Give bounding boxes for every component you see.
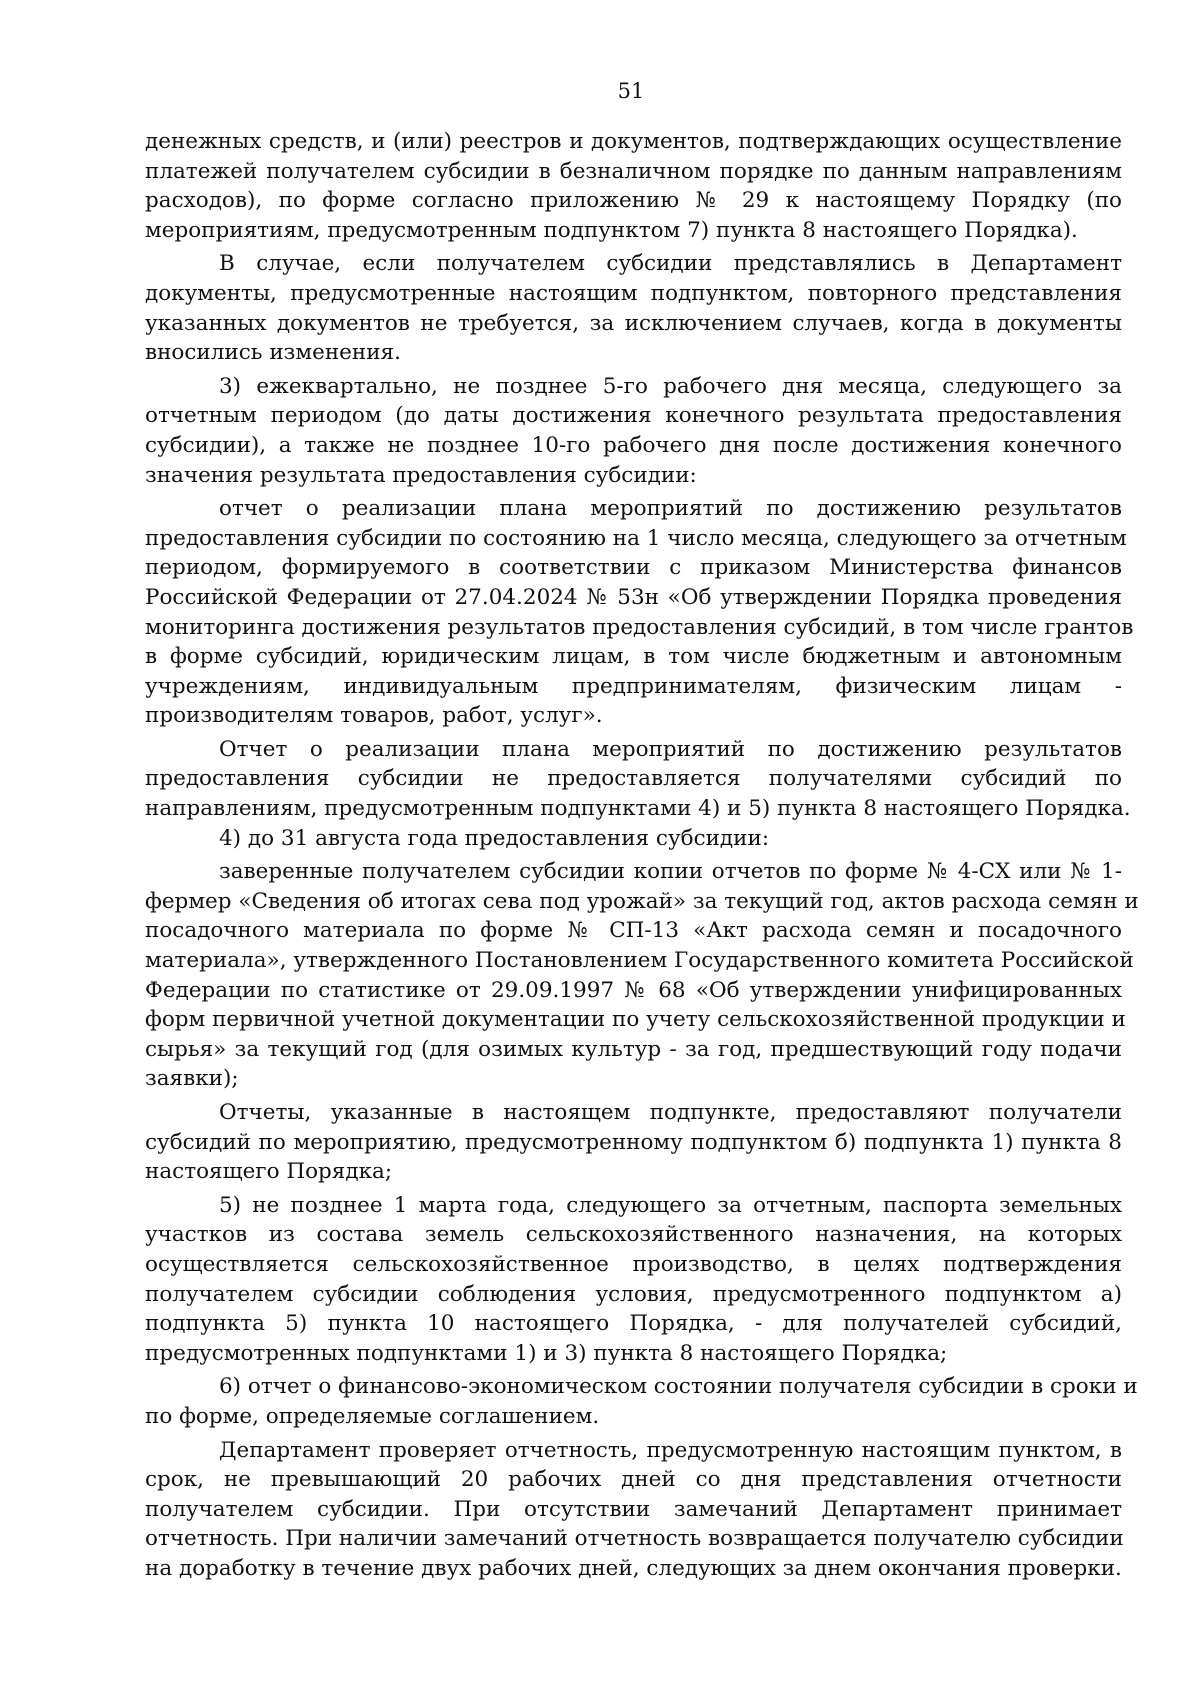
document-body — [145, 127, 1139, 1584]
text-line: Федерации по статистике от 29.09.1997 № 68 «Об утверждении унифицированных — [145, 977, 1122, 1003]
text-line: мероприятиям, предусмотренным подпунктом 7) пункта 8 настоящего Порядка). — [145, 217, 1078, 243]
paragraph — [145, 1372, 1138, 1431]
text-line: 6) отчет о финансово-экономическом состоянии получателя субсидии в сроки и — [219, 1374, 1138, 1400]
text-line: получателем субсидии соблюдения условия, предусмотренного подпунктом а) — [145, 1281, 1122, 1307]
paragraph — [145, 249, 1122, 367]
text-line: срок, не превышающий 20 рабочих дней со дня представления отчетности — [145, 1467, 1122, 1493]
text-line: материала», утвержденного Постановлением Государственного комитета Российской — [145, 948, 1134, 974]
text-line: направлениям, предусмотренным подпунктами 4) и 5) пункта 8 настоящего Порядка. — [145, 796, 1131, 822]
text-line: 4) до 31 августа года предоставления субсидии: — [219, 825, 770, 851]
text-line: сырья» за текущий год (для озимых культур - за год, предшествующий году подачи — [145, 1036, 1122, 1062]
paragraph — [145, 1191, 1122, 1369]
text-line: на доработку в течение двух рабочих дней, следующих за днем окончания проверки. — [145, 1555, 1122, 1581]
paragraph — [145, 824, 1122, 854]
paragraph — [145, 372, 1122, 490]
text-line: платежей получателем субсидии в безналичном порядке по данным направлениям — [145, 158, 1122, 184]
text-line: отчетность. При наличии замечаний отчетность возвращается получателю субсидии — [145, 1526, 1124, 1552]
text-line: субсидий по мероприятию, предусмотренному подпунктом б) подпункта 1) пункта 8 — [145, 1129, 1122, 1155]
text-line: 3) ежеквартально, не позднее 5-го рабочего дня месяца, следующего за — [219, 373, 1122, 399]
text-line: посадочного материала по форме № СП-13 «Акт расхода семян и посадочного — [145, 918, 1122, 944]
text-line: отчет о реализации плана мероприятий по достижению результатов — [219, 496, 1122, 522]
paragraph — [145, 735, 1131, 824]
page-number: 51 — [617, 79, 645, 103]
text-line: форм первичной учетной документации по учету сельскохозяйственной продукции и — [145, 1007, 1126, 1033]
text-line: В случае, если получателем субсидии представлялись в Департамент — [219, 251, 1122, 277]
text-line: Отчет о реализации плана мероприятий по достижению результатов — [219, 736, 1122, 762]
text-line: производителям товаров, работ, услуг». — [145, 703, 603, 729]
text-line: осуществляется сельскохозяйственное производство, в целях подтверждения — [145, 1251, 1122, 1277]
paragraph — [145, 494, 1134, 731]
text-line: учреждениям, индивидуальным предпринимателям, физическим лицам - — [145, 673, 1122, 699]
paragraph — [145, 1098, 1122, 1187]
text-line: заявки); — [145, 1066, 239, 1092]
text-line: отчетным периодом (до даты достижения конечного результата предоставления — [145, 403, 1122, 429]
text-line: Российской Федерации от 27.04.2024 № 53н «Об утверждении Порядка проведения — [145, 584, 1122, 610]
text-line: заверенные получателем субсидии копии отчетов по форме № 4-СХ или № 1- — [219, 859, 1122, 885]
text-line: предоставления субсидии по состоянию на 1 число месяца, следующего за отчетным — [145, 525, 1127, 551]
text-line: указанных документов не требуется, за исключением случаев, когда в документы — [145, 310, 1122, 336]
text-line: предоставления субсидии не предоставляется получателями субсидий по — [145, 766, 1122, 792]
text-line: в форме субсидий, юридическим лицам, в том числе бюджетным и автономным — [145, 644, 1122, 670]
text-line: вносились изменения. — [145, 340, 401, 366]
paragraph — [145, 857, 1139, 1094]
text-line: получателем субсидии. При отсутствии замечаний Департамент принимает — [145, 1496, 1122, 1522]
text-line: значения результата предоставления субсидии: — [145, 462, 697, 488]
text-line: мониторинга достижения результатов предоставления субсидий, в том числе грантов — [145, 614, 1134, 640]
text-line: подпункта 5) пункта 10 настоящего Порядка, - для получателей субсидий, — [145, 1311, 1122, 1337]
text-line: периодом, формируемого в соответствии с приказом Министерства финансов — [145, 555, 1122, 581]
paragraph — [145, 1436, 1122, 1584]
text-line: Департамент проверяет отчетность, предусмотренную настоящим пунктом, в — [219, 1437, 1122, 1463]
text-line: 5) не позднее 1 марта года, следующего за отчетным, паспорта земельных — [219, 1192, 1122, 1218]
text-line: Отчеты, указанные в настоящем подпункте, предоставляют получатели — [219, 1100, 1122, 1125]
paragraph — [145, 127, 1122, 245]
text-line: документы, предусмотренные настоящим подпунктом, повторного представления — [145, 280, 1122, 306]
text-line: по форме, определяемые соглашением. — [145, 1403, 600, 1429]
text-line: денежных средств, и (или) реестров и документов, подтверждающих осуществление — [145, 129, 1122, 154]
text-line: субсидии), а также не позднее 10-го рабочего дня после достижения конечного — [145, 432, 1122, 458]
text-line: фермер «Сведения об итогах сева под урожай» за текущий год, актов расхода семян и — [145, 888, 1139, 914]
text-line: предусмотренных подпунктами 1) и 3) пункта 8 настоящего Порядка; — [145, 1340, 948, 1366]
text-line: настоящего Порядка; — [145, 1159, 393, 1185]
text-line: участков из состава земель сельскохозяйственного назначения, на которых — [145, 1222, 1122, 1248]
text-line: расходов), по форме согласно приложению № 29 к настоящему Порядку (по — [145, 188, 1122, 214]
